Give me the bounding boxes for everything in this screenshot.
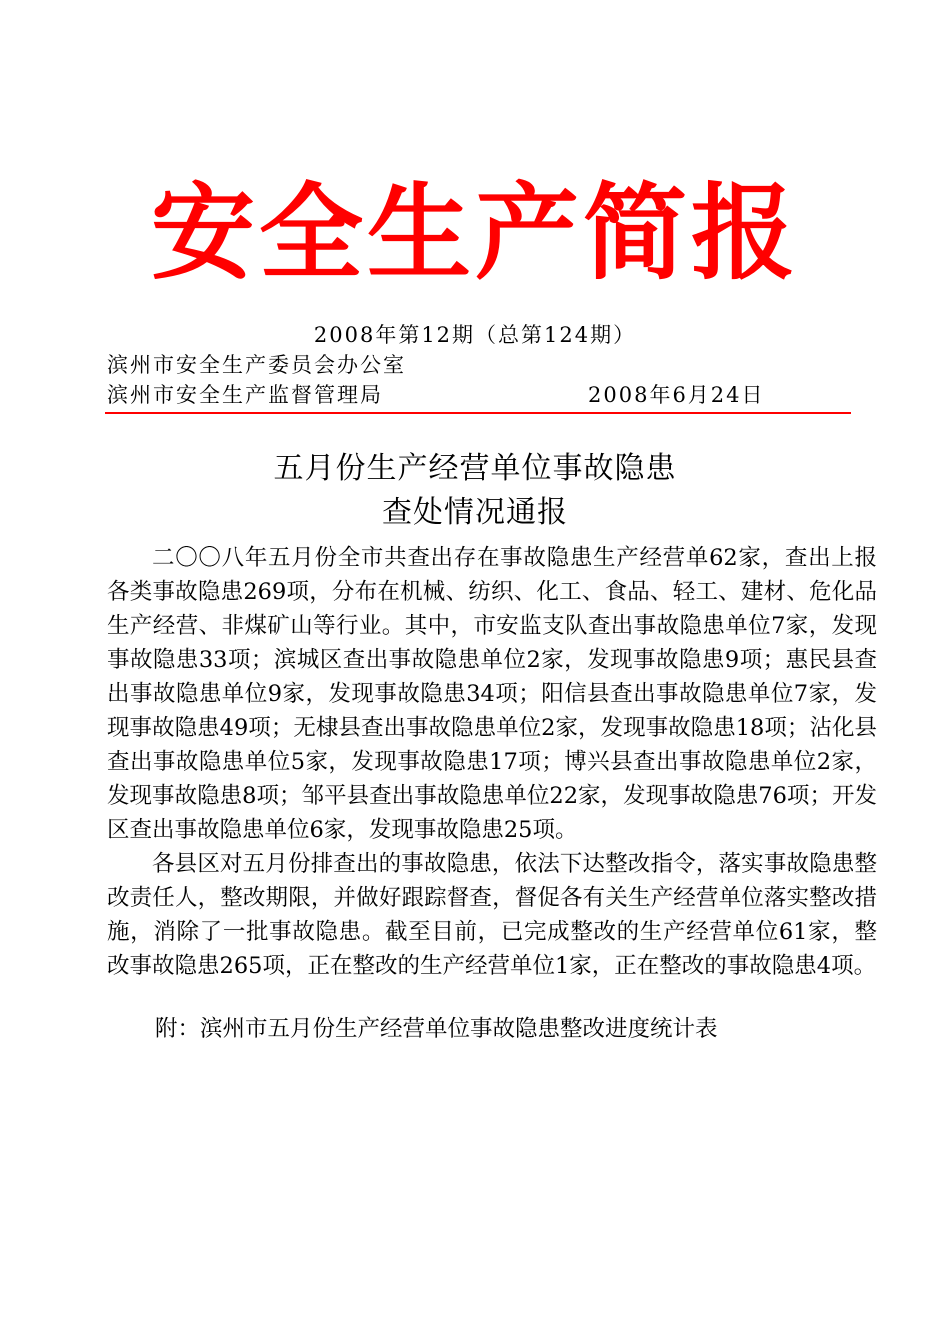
paragraph-summary: 二〇〇八年五月份全市共查出存在事故隐患生产经营单62家，查出上报各类事故隐患269项，分布在机械、纺织、化工、食品、轻工、建材、危化品生产经营、非煤矿山等行业。其中，市安监支队查出事故隐患单位7家，发现事故隐患33项；滨城区查出事故隐患单位2家，发现事故隐患9项；惠民县查出事故隐患单位9家，发现事故隐患34项；阳信县查出事故隐患单位7家，发现事故隐患49项；无棣县查出事故隐患单位2家，发现事故隐患18项；沾化县查出事故隐患单位5家，发现事故隐患17项；博兴县查出事故隐患单位2家，发现事故隐患8项；邹平县查出事故隐患单位22家，发现事故隐患76项；开发区查出事故隐患单位6家，发现事故隐患25项。: [107, 545, 877, 843]
attachment-note: 附：滨州市五月份生产经营单位事故隐患整改进度统计表: [155, 1016, 718, 1042]
article-body: [107, 541, 877, 983]
issuer-office: 滨州市安全生产委员会办公室: [107, 353, 406, 377]
issuer-bureau: 滨州市安全生产监督管理局: [107, 383, 383, 407]
issue-date: 2008年6月24日: [588, 383, 765, 407]
paragraph-rectification: 各县区对五月份排查出的事故隐患，依法下达整改指令，落实事故隐患整改责任人，整改期限，并做好跟踪督查，督促各有关生产经营单位落实整改措施，消除了一批事故隐患。截至目前，已完成整改的生产经营单位61家，整改事故隐患265项，正在整改的生产经营单位1家，正在整改的事故隐患4项。: [107, 851, 877, 979]
issue-number: 2008年第12期（总第124期）: [313, 323, 637, 347]
header-divider: [105, 412, 851, 414]
article-title-line1: 五月份生产经营单位事故隐患: [273, 451, 677, 486]
article-title-line2: 查处情况通报: [382, 495, 568, 530]
masthead-title: 安全生产简报: [150, 172, 799, 294]
